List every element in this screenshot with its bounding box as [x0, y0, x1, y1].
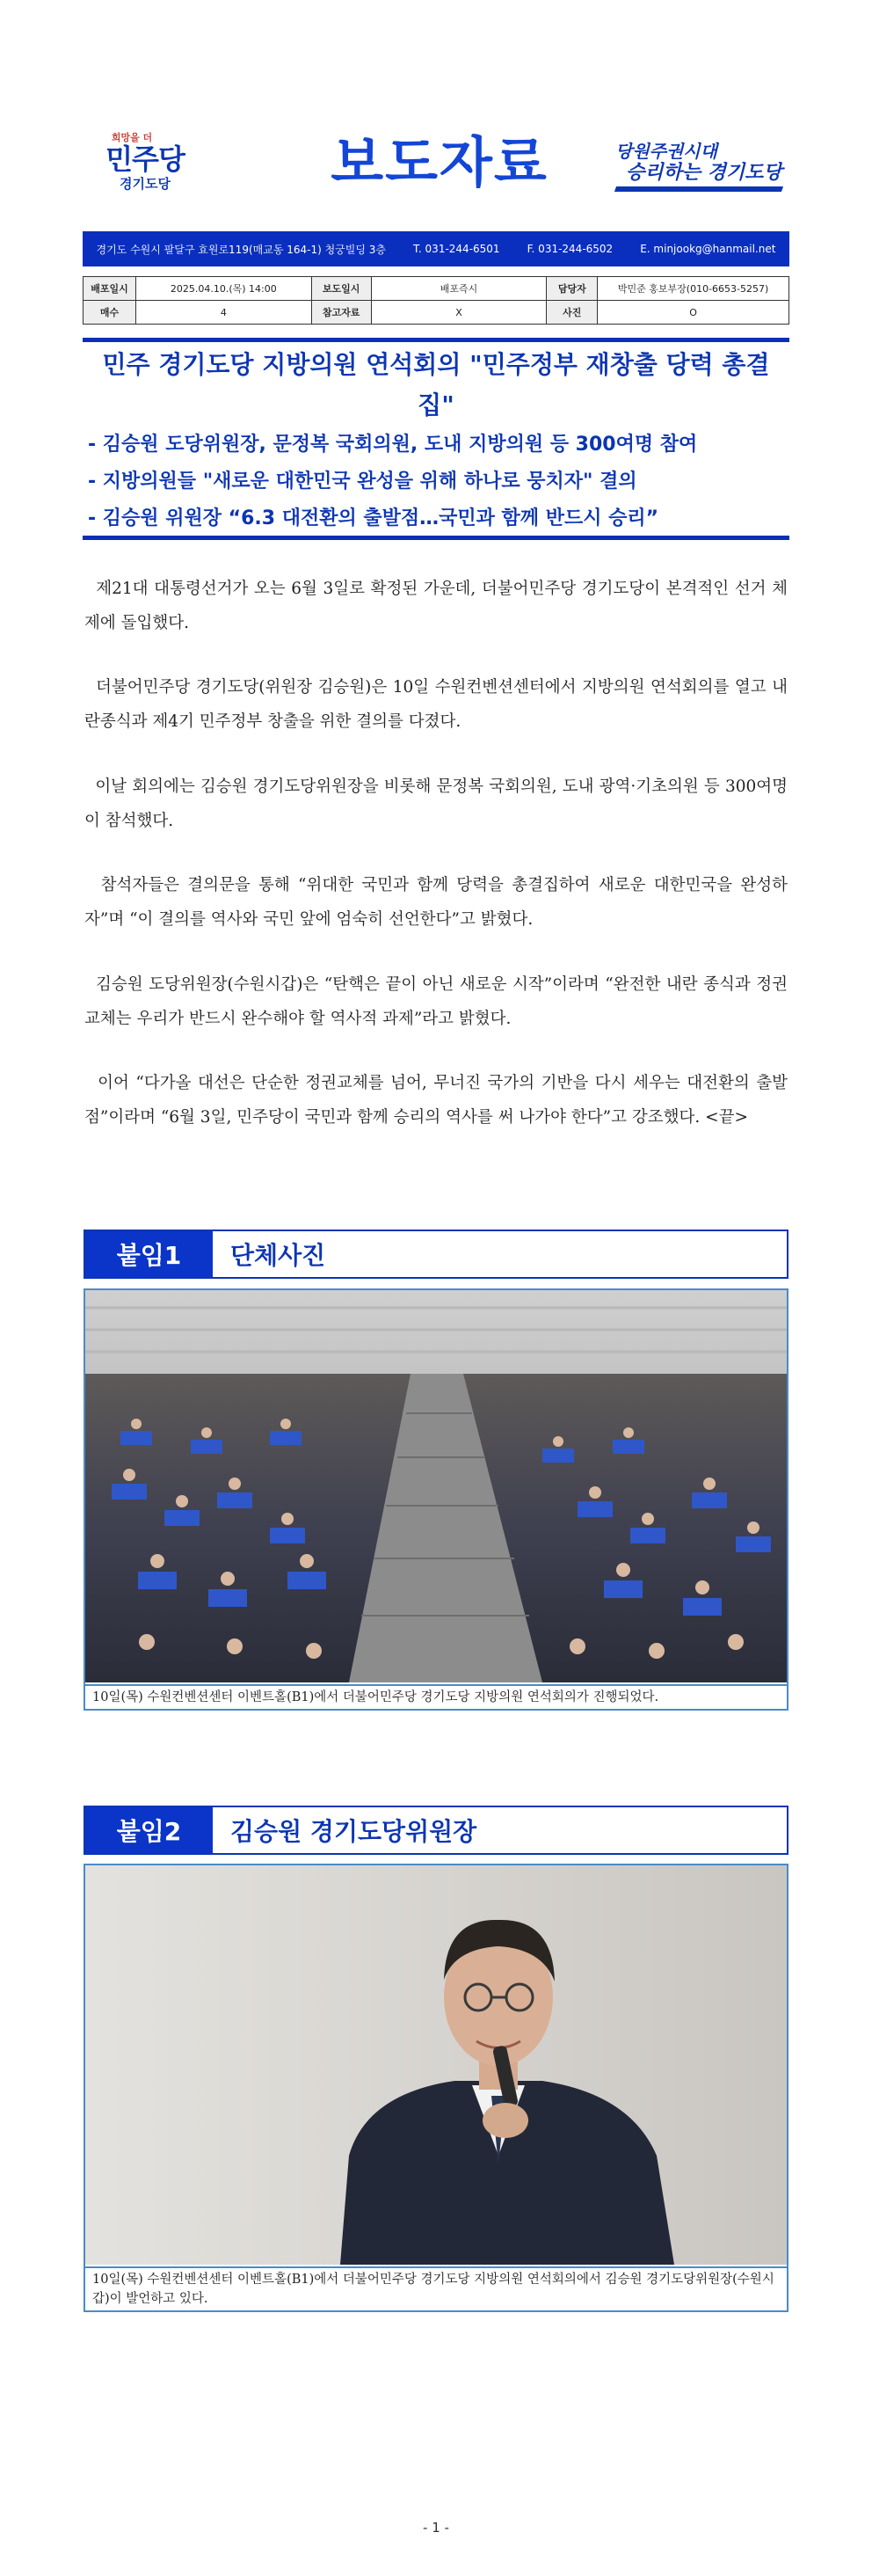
table-row	[84, 301, 789, 325]
body-paragraph: 참석자들은 결의문을 통해 “위대한 국민과 함께 당력을 총결집하여 새로운 대한민국을 완성하자”며 “이 결의를 역사와 국민 앞에 엄숙히 선언한다”고 밝혔다.	[84, 876, 788, 929]
slogan	[615, 141, 782, 192]
distribution-date-value: 2025.04.10.(목) 14:00	[135, 277, 311, 301]
attachment-2-header	[84, 1806, 788, 1855]
slogan-line-1: 당원주권시대	[615, 141, 717, 162]
contact-value: 박민준 홍보부장(010-6653-5257)	[598, 277, 789, 301]
distribution-date-label: 배포일시	[84, 277, 136, 301]
attachment-label: 붙임1	[85, 1231, 213, 1277]
email-text[interactable]: E. minjookg@hanmail.net	[640, 243, 776, 255]
photo-caption: 10일(목) 수원컨벤션센터 이벤트홀(B1)에서 더불어민주당 경기도당 지방의원 연석회의에서 김승원 경기도당위원장(수원시갑)이 발언하고 있다.	[85, 2266, 787, 2310]
attachment-title: 단체사진	[230, 1241, 326, 1270]
attachment-1-header	[84, 1230, 788, 1279]
attachment-label: 붙임2	[85, 1807, 213, 1853]
headline-subline: - 김승원 도당위원장, 문정복 국회의원, 도내 지방의원 등 300여명 참여	[88, 434, 698, 456]
photo-label: 사진	[547, 301, 598, 325]
body-paragraph: 제21대 대통령선거가 오는 6월 3일로 확정된 가운데, 더불어민주당 경기도당이 본격적인 선거 체제에 돌입했다.	[84, 580, 788, 632]
photo-value: O	[598, 301, 789, 325]
page-count-value: 4	[135, 301, 311, 325]
logo-name: 민주당	[105, 142, 185, 176]
headline-subline: - 김승원 위원장 “6.3 대전환의 출발점…국민과 함께 반드시 승리”	[88, 507, 659, 529]
reference-label: 참고자료	[311, 301, 371, 325]
speaker-photo	[84, 1864, 788, 2312]
page-count-label: 매수	[84, 301, 136, 325]
party-logo	[97, 130, 193, 201]
headline-title: 민주 경기도당 지방의원 연석회의 "민주정부 재창출 당력 총결집"	[102, 350, 770, 420]
slogan-line-2: 승리하는 경기도당	[626, 162, 782, 184]
slogan-underline	[614, 186, 783, 192]
body-paragraph: 김승원 도당위원장(수원시갑)은 “탄핵은 끝이 아닌 새로운 시작”이라며 “완전한 내란 종식과 정권교체는 우리가 반드시 완수해야 할 역사적 과제”라고 밝혔다.	[84, 975, 788, 1028]
press-release-title: 보도자료	[331, 130, 549, 194]
body-paragraph: 이날 회의에는 김승원 경기도당위원장을 비롯해 문정복 국회의원, 도내 광역·기초의원 등 300여명이 참석했다.	[84, 777, 788, 830]
logo-region: 경기도당	[120, 176, 171, 192]
table-row	[84, 277, 789, 301]
headline-subline: - 지방의원들 "새로운 대한민국 완성을 위해 하나로 뭉치자" 결의	[88, 471, 637, 493]
release-time-value: 배포즉시	[371, 277, 547, 301]
address-bar	[83, 231, 789, 266]
contact-label: 담당자	[547, 277, 598, 301]
logo-tag: 희망을 더	[111, 132, 153, 143]
reference-value: X	[371, 301, 547, 325]
group-photo-image	[85, 1290, 787, 1682]
group-photo	[84, 1288, 788, 1711]
release-info-table	[83, 276, 789, 325]
tel-text: T. 031-244-6501	[413, 243, 500, 255]
release-time-label: 보도일시	[311, 277, 371, 301]
fax-text: F. 031-244-6502	[527, 243, 614, 255]
page-number: - 1 -	[423, 2520, 449, 2536]
speaker-photo-image	[85, 1865, 787, 2265]
body-paragraph: 이어 “다가올 대선은 단순한 정권교체를 넘어, 무너진 국가의 기반을 다시 세우는 대전환의 출발점”이라며 “6월 3일, 민주당이 국민과 함께 승리의 역사를 써 나가야 한다”고 강조했다. <끝>	[84, 1074, 788, 1127]
attachment-title: 김승원 경기도당위원장	[230, 1817, 477, 1846]
body-paragraph: 더불어민주당 경기도당(위원장 김승원)은 10일 수원컨벤션센터에서 지방의원 연석회의를 열고 내란종식과 제4기 민주정부 창출을 위한 결의를 다졌다.	[84, 678, 788, 731]
photo-caption: 10일(목) 수원컨벤션센터 이벤트홀(B1)에서 더불어민주당 경기도당 지방의원 연석회의가 진행되었다.	[85, 1684, 787, 1709]
address-text: 경기도 수원시 팔달구 효원로119(매교동 164-1) 청궁빌딩 3층	[96, 243, 386, 256]
